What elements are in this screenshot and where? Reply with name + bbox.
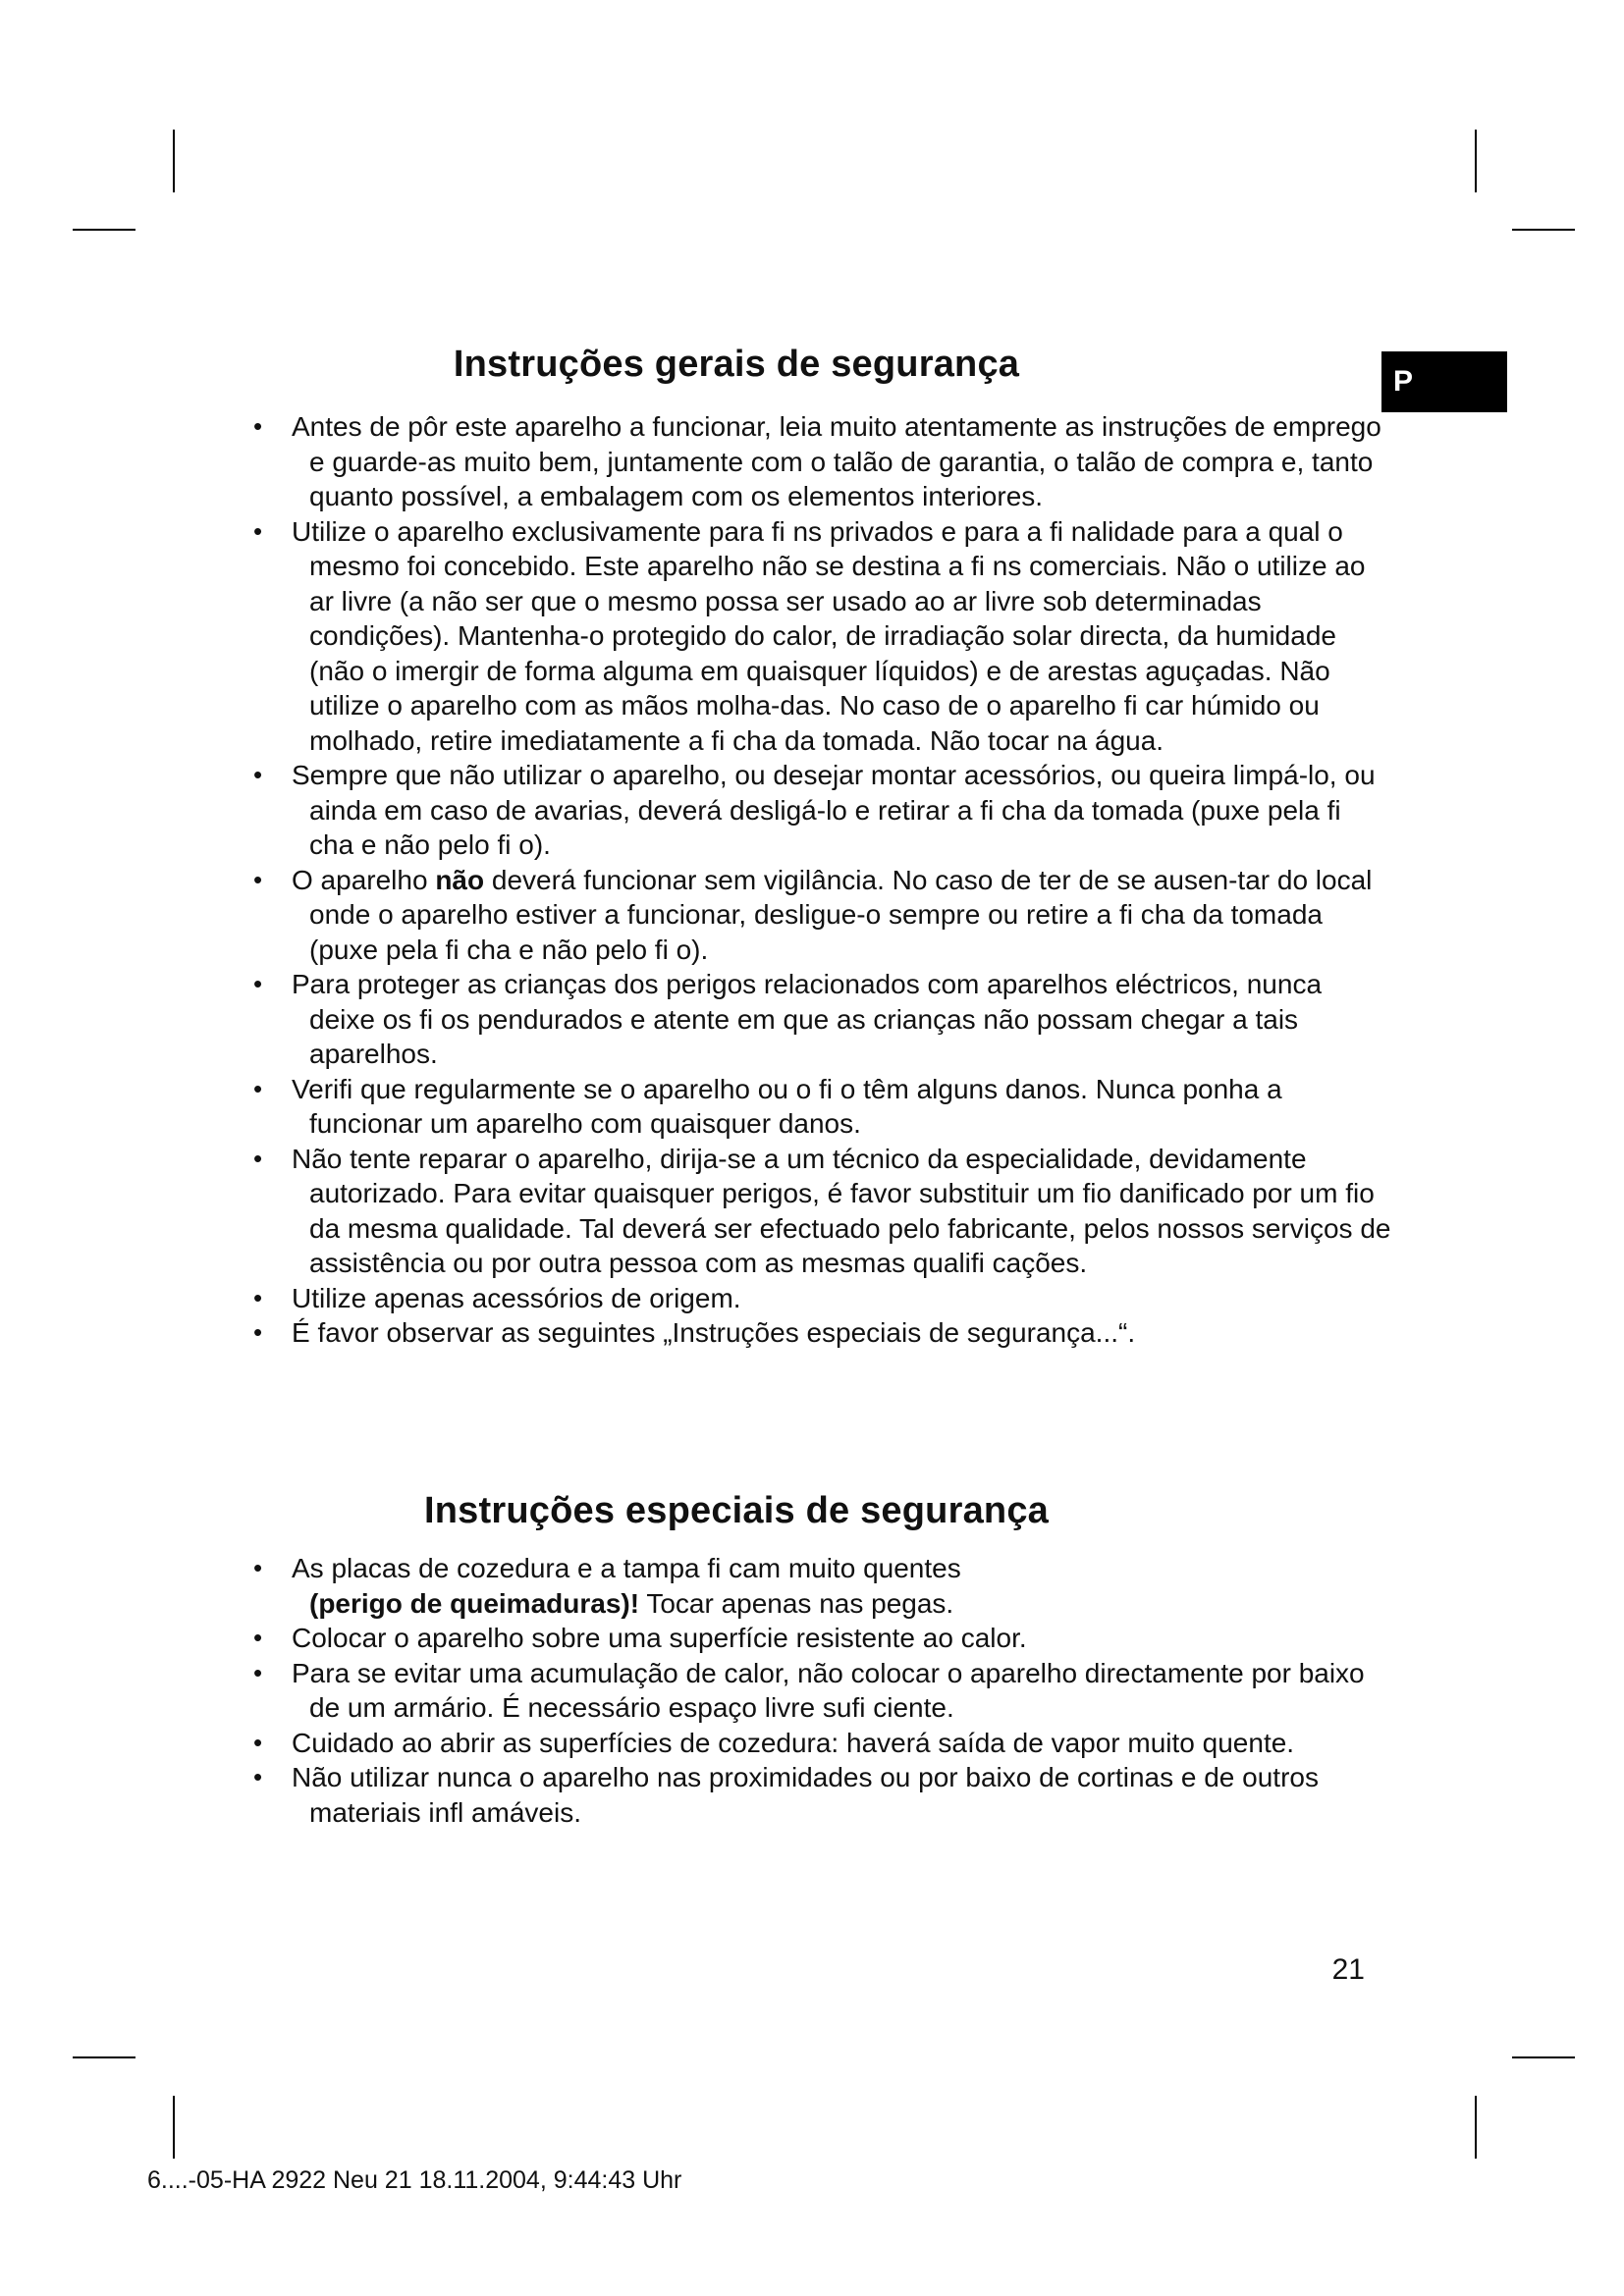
list-item: • Antes de pôr este aparelho a funcionar, leia muito atentamente as instruções de emprego e guarde-as muito bem, juntamente com o talão de garantia, o talão de compra e, tanto quanto possível, a embalagem com os elementos interiores. xyxy=(253,409,1392,514)
list-item: • O aparelho não deverá funcionar sem vigilância. No caso de ter de se ausen-tar do local onde o aparelho estiver a funcionar, desligue-o sempre ou retire a fi cha da tomada (puxe pela fi cha e não pelo fi o). xyxy=(253,863,1392,968)
list-item: • Utilize o aparelho exclusivamente para fi ns privados e para a fi nalidade para a qual o mesmo foi concebido. Este aparelho não se destina a fi ns comerciais. Não o utilize ao ar livre (a não ser que o mesmo possa ser usado ao ar livre sob determinadas condições). Mantenha-o protegido do calor, de irradiação solar directa, da humidade (não o imergir de forma alguma em quaisquer líquidos) e de arestas aguçadas. Não utilize o aparelho com as mãos molha-das. No caso de o aparelho fi car húmido ou molhado, retire imediatamente a fi cha da tomada. Não tocar na água. xyxy=(253,514,1392,759)
list-item: • Para proteger as crianças dos perigos relacionados com aparelhos eléctricos, nunca deixe os fi os pendurados e atente em que as crianças não possam chegar a tais aparelhos. xyxy=(253,967,1392,1072)
crop-mark xyxy=(1475,2096,1477,2159)
crop-mark xyxy=(1475,130,1477,192)
section-title-special: Instruções especiais de segurança xyxy=(423,1490,1049,1531)
list-item: • Utilize apenas acessórios de origem. xyxy=(253,1281,1392,1316)
crop-mark xyxy=(1512,2056,1575,2058)
list-item: • Não tente reparar o aparelho, dirija-se a um técnico da especialidade, devidamente autorizado. Para evitar quaisquer perigos, é favor substituir um fio danificado por um fio da mesma qualidade. Tal deverá ser efectuado pelo fabricante, pelos nossos serviços de assistência ou por outra pessoa com as mesmas qualifi cações. xyxy=(253,1142,1392,1281)
general-safety-list xyxy=(253,409,1392,1351)
crop-mark xyxy=(73,229,135,231)
list-item: • É favor observar as seguintes „Instruções especiais de segurança...“. xyxy=(253,1315,1392,1351)
list-item: • Sempre que não utilizar o aparelho, ou desejar montar acessórios, ou queira limpá-lo, ou ainda em caso de avarias, deverá desligá-lo e retirar a fi cha da tomada (puxe pela fi cha e não pelo fi o). xyxy=(253,758,1392,863)
list-item: • Não utilizar nunca o aparelho nas proximidades ou por baixo de cortinas e de outros materiais infl amáveis. xyxy=(253,1760,1392,1830)
list-item: • Cuidado ao abrir as superfícies de cozedura: haverá saída de vapor muito quente. xyxy=(253,1726,1392,1761)
crop-mark xyxy=(173,130,175,192)
list-item: • Para se evitar uma acumulação de calor, não colocar o aparelho directamente por baixo de um armário. É necessário espaço livre sufi ciente. xyxy=(253,1656,1392,1726)
crop-mark xyxy=(73,2056,135,2058)
special-safety-list xyxy=(253,1551,1392,1830)
print-slug: 6....-05-HA 2922 Neu 21 18.11.2004, 9:44:43 Uhr xyxy=(147,2166,682,2194)
list-item: • Verifi que regularmente se o aparelho ou o fi o têm alguns danos. Nunca ponha a funcionar um aparelho com quaisquer danos. xyxy=(253,1072,1392,1142)
crop-mark xyxy=(173,2096,175,2159)
list-item: • Colocar o aparelho sobre uma superfície resistente ao calor. xyxy=(253,1621,1392,1656)
list-item: • As placas de cozedura e a tampa fi cam muito quentes (perigo de queimaduras)! Tocar apenas nas pegas. xyxy=(253,1551,1392,1621)
section-title-general: Instruções gerais de segurança xyxy=(453,344,1020,385)
crop-mark xyxy=(1512,229,1575,231)
language-tab: P xyxy=(1381,351,1507,412)
page-number: 21 xyxy=(1331,1953,1365,1986)
